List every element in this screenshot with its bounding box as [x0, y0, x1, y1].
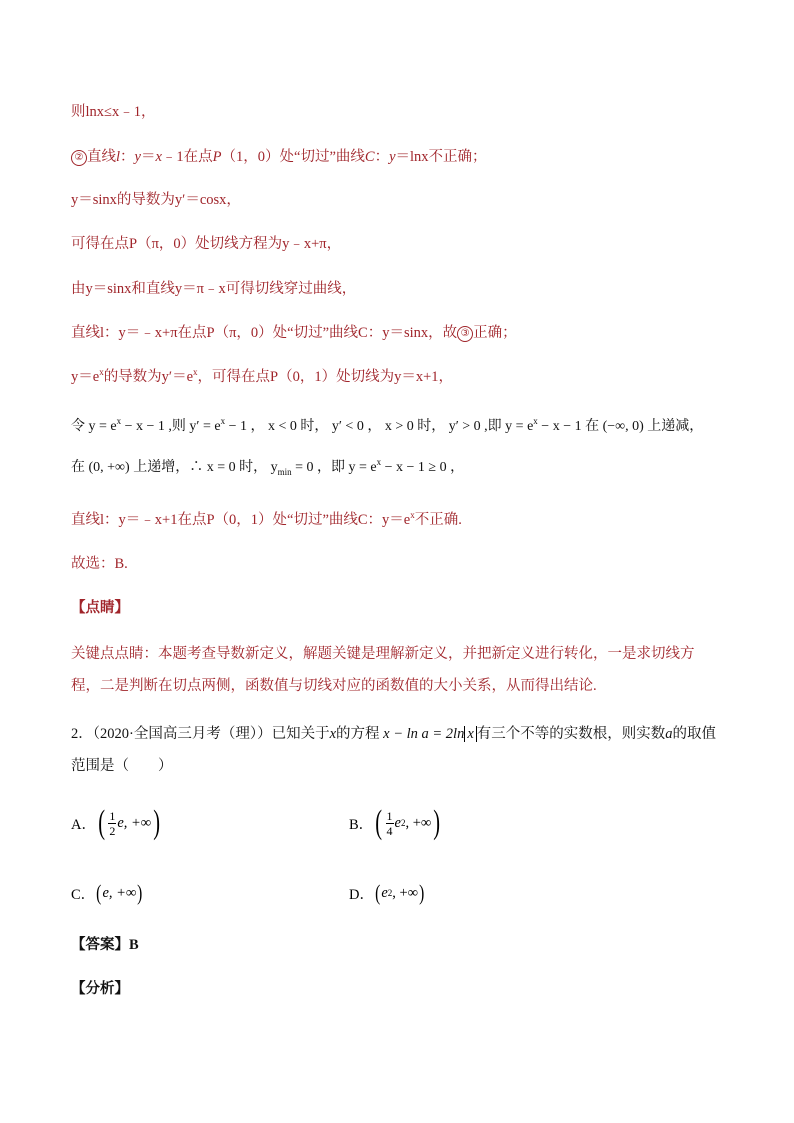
l2-i: （1，0）处“切过”曲线	[221, 149, 365, 165]
l9-sup: x	[376, 457, 382, 467]
option-c-label: C．	[71, 886, 96, 903]
analysis-label: 【分析】	[71, 981, 129, 997]
text-line-9	[71, 458, 464, 478]
q2-var-x: x	[329, 726, 337, 742]
line-4-text: 可得在点P（π，0）处切线方程为y﹣x+π，	[71, 236, 342, 252]
text-line-10	[71, 510, 462, 530]
line-5-text: 由y＝sinx和直线y＝π﹣x可得切线穿过曲线，	[71, 281, 357, 297]
text-line-5	[71, 279, 356, 299]
conclusion-text: 故选：B.	[71, 556, 128, 572]
l2-j: C	[364, 149, 375, 165]
option-c-value: e, +∞	[102, 884, 137, 901]
l2-e: ＝	[140, 149, 156, 165]
text-line-2	[71, 147, 487, 167]
option-b[interactable]: B． ( $\frac{1}{4}$ e 2 , +∞ )	[349, 804, 441, 841]
right-paren: )	[137, 880, 143, 905]
frac-den: 2	[109, 823, 116, 838]
text-line-1	[71, 102, 156, 122]
l10-b: 不正确.	[414, 512, 462, 528]
line-1-text: 则lnx≤x﹣1，	[71, 104, 156, 120]
frac-num: 1	[109, 808, 116, 823]
l10-sup: x	[410, 510, 415, 520]
l9-b: = 0 ，即 y = e	[291, 460, 377, 475]
fraction-quarter	[386, 809, 394, 838]
l8-d: − x − 1 在 (−∞, 0) 上递减，	[537, 419, 704, 434]
left-paren: (	[98, 804, 106, 841]
question-2	[71, 718, 731, 782]
l2-k: ：	[374, 149, 390, 165]
q2-d: 的取值	[672, 726, 717, 742]
option-c[interactable]	[71, 882, 144, 904]
l2-f: x	[155, 149, 162, 165]
l7-sup: x	[99, 367, 104, 377]
heading-dianjing	[71, 598, 129, 618]
text-line-11	[71, 554, 128, 574]
circled-two: ②	[71, 150, 87, 166]
q2-b: 的方程	[336, 726, 380, 742]
analysis-heading	[71, 979, 129, 999]
l7-a: y＝e	[71, 369, 100, 385]
l2-d: y	[134, 149, 141, 165]
l2-a: 直线	[87, 149, 116, 165]
circled-three: ③	[457, 326, 473, 342]
fraction-half	[108, 809, 116, 838]
left-paren: (	[96, 880, 102, 905]
q2-equation: x − ln a = 2ln	[383, 726, 465, 742]
l2-g: ﹣1在点	[161, 149, 213, 165]
frac-den: 4	[386, 823, 393, 838]
l2-c: ：	[120, 149, 135, 165]
frac-num: 1	[386, 808, 393, 823]
l10-a: 直线l：y＝﹣x+1在点P（0，1）处“切过”曲线C：y＝e	[71, 512, 411, 528]
l2-b: l	[116, 149, 121, 165]
q2-intro: 2．（2020·全国高三月考（理））已知关于	[71, 726, 330, 742]
l9-c: − x − 1 ≥ 0 ，	[381, 460, 465, 475]
l6-a: 直线l：y＝﹣x+π在点P（π，0）处“切过”曲线C：y＝sinx，故	[71, 325, 458, 341]
l2-l: y	[389, 149, 396, 165]
q2-abs-x: x	[464, 726, 476, 742]
line-3-text: y＝sinx的导数为y′＝cosx，	[71, 192, 241, 208]
option-a[interactable]	[71, 806, 162, 840]
l8-sup3: x	[533, 416, 538, 426]
left-paren: (	[375, 880, 381, 905]
l2-m: ＝lnx不正确；	[395, 149, 487, 165]
option-b-e: e	[394, 814, 401, 831]
key-point-paragraph	[71, 638, 721, 702]
left-paren: (	[375, 804, 383, 841]
option-b-label: B．	[349, 816, 374, 833]
l9-a: 在 (0, +∞) 上递增，∴ x = 0 时， y	[71, 460, 278, 475]
text-line-3	[71, 190, 241, 210]
right-paren: )	[153, 804, 161, 841]
answer-line	[71, 935, 139, 955]
option-d-label: D．	[349, 886, 374, 903]
q2-var-a: a	[665, 726, 673, 742]
right-paren: )	[419, 880, 425, 905]
l8-sup1: x	[116, 416, 122, 426]
text-line-7	[71, 367, 453, 387]
option-a-label: A．	[71, 816, 96, 833]
dianjing-label: 【点睛】	[71, 600, 129, 616]
text-line-4	[71, 234, 341, 254]
key-point-text: 关键点点睛：本题考查导数新定义，解题关键是理解新定义，并把新定义进行转化，一是求切线方程，二是判断在切点两侧，函数值与切线对应的函数值的大小关系，从而得出结论.	[71, 646, 695, 694]
l7-sup2: x	[193, 367, 198, 377]
right-paren: )	[433, 804, 441, 841]
answer-text: 【答案】B	[71, 937, 139, 953]
l2-h: P	[212, 149, 222, 165]
q2-range-prompt: 范围是（ ）	[71, 758, 173, 774]
option-a-value: e, +∞	[117, 814, 152, 831]
l9-sub: min	[277, 467, 292, 477]
option-d[interactable]: D． ( e 2 , +∞ )	[349, 880, 425, 905]
l7-c: ，可得在点P（0，1）处切线为y＝x+1，	[197, 369, 454, 385]
text-line-8	[71, 417, 703, 437]
q2-c: 有三个不等的实数根，则实数	[476, 726, 666, 742]
l7-b: 的导数为y′＝e	[103, 369, 194, 385]
option-b-value: , +∞	[405, 814, 432, 831]
text-line-6	[71, 323, 517, 343]
l8-c: − 1 ， x < 0 时， y′ < 0 ， x > 0 时， y′ > 0 ,即 y = e	[225, 419, 534, 434]
l8-sup2: x	[220, 416, 226, 426]
l8-a: 令 y = e	[71, 419, 117, 434]
l6-b: 正确；	[473, 325, 517, 341]
option-d-e: e	[381, 884, 388, 901]
l8-b: − x − 1 ,则 y′ = e	[121, 419, 221, 434]
option-d-value: , +∞	[392, 884, 419, 901]
